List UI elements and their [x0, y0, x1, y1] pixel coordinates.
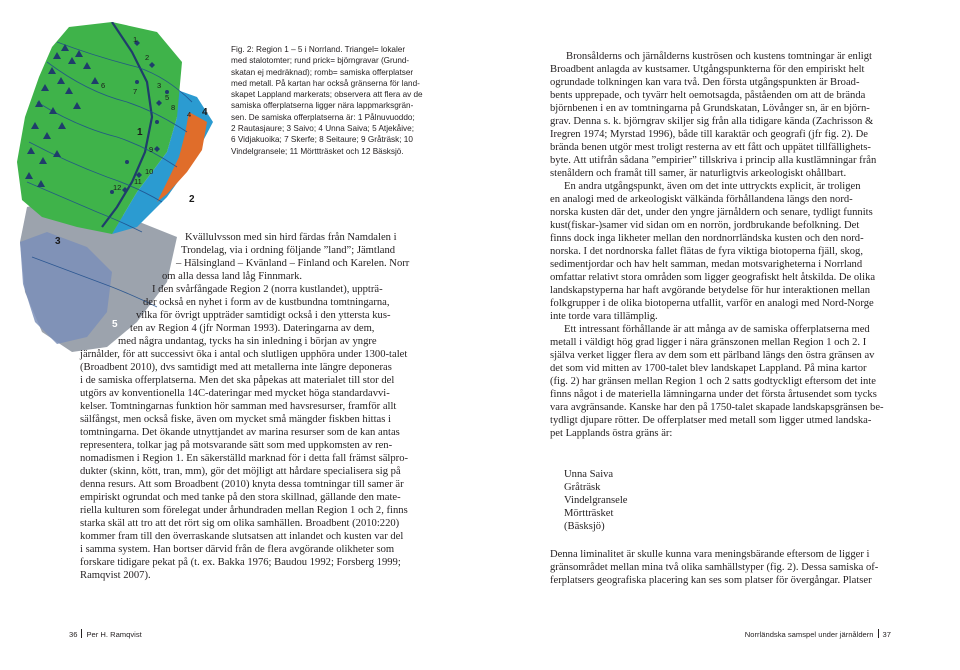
- body-line: stenåldern och framåt till samer, är naturligtvis arkeologiskt ohållbart.: [550, 168, 847, 179]
- caption-line: med metall. På kartan har också gränserna för land-: [231, 78, 420, 88]
- body-line: riella kulturen som förelegat under århundraden mellan Region 1 och 2, finns: [80, 505, 408, 516]
- body-line: järnålder, för att successivt öka i antal och slutligen upphöra under 1300-talet: [80, 349, 408, 360]
- body-line: brända benen utgör mest troligt resterna av ett fått och uppätet tillfällighets-: [550, 142, 871, 153]
- body-line: i de samiska offerplatserna. Men det ska påpekas att materialet till stor del: [80, 375, 395, 386]
- body-line: inte torde vara tillämplig.: [550, 311, 658, 322]
- body-line: Broadbent anlagda av kustsamer. Utgångspunkterna för den empiriskt helt: [550, 64, 865, 75]
- body-line: kommer fram till den överraskande slutsatsen att inlandet och kusten var del: [80, 531, 404, 542]
- body-line: vara avgränsande. Kanske har den på 1750-talet skapade landskapsgränsen be-: [550, 402, 884, 413]
- region-label-5: 5: [112, 319, 118, 330]
- body-line: ferplatsers geografiska placering kan ses som platser för övergångar. Platser: [550, 575, 872, 586]
- body-line: (fig. 2) har gränsen mellan Region 1 och 2 satts godtyckligt eftersom det inte: [550, 376, 876, 387]
- body-line: I den svårfångade Region 2 (norra kustlandet), uppträ-: [152, 284, 383, 295]
- body-line: norska. I det nordnorska fallet flätas de fyra viktiga biotoperna fjäll, skog,: [550, 246, 864, 257]
- body-line: norska kusten där det, under den yngre järnåldern och senare, tydligt funnits: [550, 207, 873, 218]
- site-label-10: 10: [145, 167, 154, 176]
- caption-line: Vindelgransele; 11 Mörttträsket och 12 Bäsksjö.: [231, 146, 404, 156]
- body-line: Ramqvist 2007).: [80, 570, 151, 581]
- body-line: finns något i de materiella lämningarna under det första årtusendet som tycks: [550, 389, 877, 400]
- body-line: sedimentjordar och hav helt samman, medan motsvarigheterna i Norrland: [550, 259, 863, 270]
- body-line: dukter (skinn, kött, tran, mm), gör det möjligt att hårdare specialisera sig på: [80, 466, 401, 477]
- figure-caption: [231, 44, 426, 157]
- body-line: folkgrupper i de olika biotoperna utfallit, varför en analogi med Nord-Norge: [550, 298, 874, 309]
- body-line: sälfångst, men också fiske, även om mycket små mängder fiskben hittas i: [80, 414, 391, 425]
- site-label-1: 1: [133, 35, 138, 44]
- site-label-4: 4: [187, 110, 192, 119]
- region-label-2: 2: [189, 194, 195, 205]
- body-line: i samma system. Han bortser därvid från de flera avgörande olikheter som: [80, 544, 395, 555]
- site-label-5: 5: [165, 93, 170, 102]
- body-line: Bronsålderns och järnålderns kuströsen och kustens tomtningar är enligt: [566, 51, 872, 62]
- body-line: Ett intressant förhållande är att många av de samiska offerplatserna med: [564, 324, 870, 335]
- body-line: landskapstyperna har haft avgörande betydelse för hur interaktionen mellan: [550, 285, 871, 296]
- body-line: forskare tidigare pekat på (t. ex. Bakka 1976; Baudou 1992; Forsberg 1999;: [80, 557, 401, 568]
- body-line: tydligt djupare rötter. De offerplatser med metall som ligger utmed landska-: [550, 415, 872, 426]
- body-line: bents upprepade, och tyvärr helt oemotsagda, påståenden om att de brända: [550, 90, 866, 101]
- body-line: en analogi med de arkeologiskt välkända förhållandena längs den nord-: [550, 194, 853, 205]
- body-line: ten av Region 4 (jfr Norman 1993). Dateringarna av dem,: [130, 323, 375, 334]
- right-page: [480, 0, 960, 670]
- site-label-8: 8: [171, 103, 176, 112]
- body-line: nomadismen i Region 1. En säkerställd marknad för i detta fall främst sälpro-: [80, 453, 409, 464]
- region-label-1: 1: [137, 127, 143, 138]
- list-item: (Bäsksjö): [564, 521, 605, 532]
- right-page-number: 37: [882, 630, 891, 639]
- body-line: själva verket ligger flera av dem som ett pärlband längs den östra gränsen av: [550, 350, 875, 361]
- site-label-3: 3: [157, 81, 162, 90]
- caption-line: samiska offerplatserna ligger nära lappmarksgrän-: [231, 101, 414, 111]
- caption-line: med stalotomter; rund prick= björngravar (Grund-: [231, 56, 410, 66]
- body-line: björnbenen i en av tomtningarna på Grundskatan, Lövånger sn, är en björn-: [550, 103, 870, 114]
- left-page-number: 36: [69, 630, 78, 639]
- site-label-9: 9: [149, 145, 154, 154]
- body-line: ogrundade tolkningen kan vara två. Den första utgångspunkten är Broad-: [550, 77, 860, 88]
- caption-line: sen. De samiska offerplatserna är: 1 Pålnuvuoddo;: [231, 112, 415, 122]
- body-line: kelser. Tomtningarnas funktion hör samman med havsresurser, framför allt: [80, 401, 397, 412]
- footer-divider: [878, 629, 879, 638]
- body-line: Trondelag, via i ordning följande ”land”; Jämtland: [181, 245, 396, 256]
- list-item: Mörtträsket: [564, 508, 614, 519]
- body-line: empiriskt ogrundat och med tanke på den stora skillnad, gällande den mate-: [80, 492, 401, 503]
- body-line: omfattar relativt stora områden som ligger geografiskt helt åtskilda. De olika: [550, 272, 876, 283]
- body-line: der också en nyhet i form av de kustbundna tomtningarna,: [143, 297, 390, 308]
- site-label-12: 12: [113, 183, 122, 192]
- caption-line: 6 Vidjakuoika; 7 Skerfe; 8 Seitaure; 9 Gråträsk; 10: [231, 135, 413, 145]
- body-line: metall i väldigt hög grad ligger i nära gränszonen mellan Region 1 och 2. I: [550, 337, 867, 348]
- region-label-3: 3: [55, 236, 61, 247]
- body-line: pet Lapplands östra gräns är:: [550, 428, 673, 439]
- caption-line: 2 Rautasjaure; 3 Saivo; 4 Unna Saiva; 5 Atjekåive;: [231, 124, 414, 134]
- caption-line: Fig. 2: Region 1 – 5 i Norrland. Triangel= lokaler: [231, 45, 406, 54]
- footer-divider: [81, 629, 82, 638]
- body-line: vilka för övrigt uppträder samtidigt också i den yttersta kus-: [136, 310, 391, 321]
- body-line: Iregren 1974; Myrstad 1996), både till karaktär och geografi (jfr fig. 2). De: [550, 129, 868, 140]
- body-line: starka skäl att tro att det rört sig om olika samhällen. Broadbent (2010:220): [80, 518, 400, 529]
- caption-line: skatan ej medräknad); romb= samiska offerplatser: [231, 67, 414, 77]
- body-line: finns dock inga likheter mellan den nordnorrländska kusten och den nord-: [550, 233, 864, 244]
- running-head-author: Per H. Ramqvist: [86, 630, 142, 639]
- body-line: byte. Att utifrån sådana ”empirier” tillskriva i princip alla kustlämningar från: [550, 155, 877, 166]
- site-label-7: 7: [133, 87, 138, 96]
- body-line: representera, tolkar jag på motsvarande sätt som med uppkomsten av ren-: [80, 440, 393, 451]
- body-line: denna resurs. Att som Broadbent (2010) knyta dessa tomtningar till samer är: [80, 479, 404, 490]
- body-line: det som vid mitten av 1700-talet blev landskapet Lappland. På mina kartor: [550, 363, 867, 374]
- body-line: Denna liminalitet är skulle kunna vara meningsbärande eftersom de ligger i: [550, 549, 870, 560]
- left-footer: [69, 629, 142, 639]
- running-head-title: Norrländska samspel under järnåldern: [744, 630, 874, 639]
- body-line: gränsområdet mellan mina två olika samhällstyper (fig. 2). Dessa samiska of-: [550, 562, 879, 573]
- body-line: grav. Denna s. k. björngrav skiljer sig från alla tidigare kända (Zachrisson &: [550, 116, 874, 127]
- body-line: Kvällulvsson med sin hird färdas från Namdalen i: [185, 232, 397, 243]
- site-label-6: 6: [101, 81, 106, 90]
- right-footer: [745, 629, 891, 639]
- body-line: tomtningarna. Det ökande utnyttjandet av marina resurser som de kan antas: [80, 427, 400, 438]
- caption-line: skapet Lappland markerats; observera att flera av de: [231, 90, 423, 100]
- site-label-11: 11: [134, 177, 142, 186]
- list-item: Vindelgransele: [564, 495, 628, 506]
- body-line: kust(fiskar-)samer vid sidan om en norrön, jordbrukande befolkning. Det: [550, 220, 860, 231]
- body-line: med några undantag, tycks ha sin inledning i början av yngre: [118, 336, 377, 347]
- site-label-2: 2: [145, 53, 150, 62]
- body-line: (Broadbent 2010), dvs samtidigt med att metallerna inte längre deponeras: [80, 362, 392, 373]
- list-item: Gråträsk: [564, 482, 601, 493]
- list-item: Unna Saiva: [564, 469, 614, 480]
- body-line: – Hälsingland – Kvänland – Finland och Karelen. Norr: [176, 258, 410, 269]
- body-line: om alla dessa land låg Finnmark.: [162, 271, 303, 282]
- body-line: utgörs av konventionella 14C-dateringar med mycket höga standardavvi-: [80, 388, 390, 399]
- region-label-4: 4: [202, 107, 208, 118]
- body-line: En andra utgångspunkt, även om det inte uttryckts explicit, är troligen: [564, 181, 861, 192]
